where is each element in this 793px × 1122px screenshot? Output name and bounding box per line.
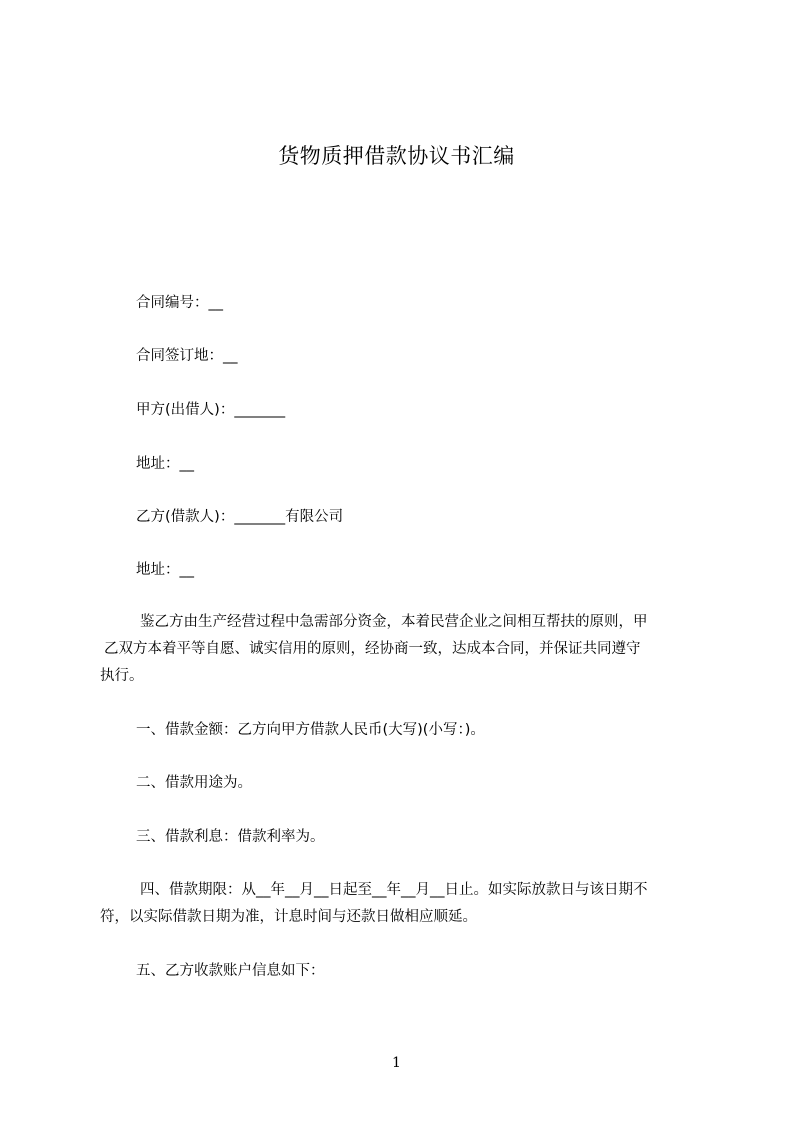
preamble-line-3: 执行。 bbox=[100, 668, 144, 684]
party-b-address-field: 地址：__ bbox=[136, 562, 194, 578]
clause-1-loan-amount: 一、借款金额：乙方向甲方借款人民币(大写)(小写：)。 bbox=[136, 722, 485, 738]
party-a-address-field: 地址：__ bbox=[136, 456, 194, 472]
preamble-line-1: 鉴乙方由生产经营过程中急需部分资金，本着民营企业之间相互帮扶的原则，甲 bbox=[140, 614, 648, 630]
party-a-field: 甲方(出借人)：_______ bbox=[136, 402, 286, 418]
contract-number-field: 合同编号：__ bbox=[136, 295, 223, 311]
clause-3-loan-interest: 三、借款利息：借款利率为。 bbox=[136, 829, 325, 845]
clause-2-loan-purpose: 二、借款用途为。 bbox=[136, 775, 252, 791]
sign-place-field: 合同签订地：__ bbox=[136, 348, 238, 364]
document-title: 货物质押借款协议书汇编 bbox=[278, 144, 515, 168]
clause-4-line-2: 符，以实际借款日期为准，计息时间与还款日做相应顺延。 bbox=[100, 909, 477, 925]
preamble-line-2: 乙双方本着平等自愿、诚实信用的原则，经协商一致，达成本合同，并保证共同遵守 bbox=[104, 641, 641, 657]
party-b-field: 乙方(借款人)：_______有限公司 bbox=[136, 509, 344, 525]
page-number: 1 bbox=[392, 1055, 401, 1071]
clause-4-line-1: 四、借款期限：从__年__月__日起至__年__月__日止。如实际放款日与该日期不 bbox=[140, 882, 648, 898]
clause-5-account-info: 五、乙方收款账户信息如下： bbox=[136, 963, 325, 979]
